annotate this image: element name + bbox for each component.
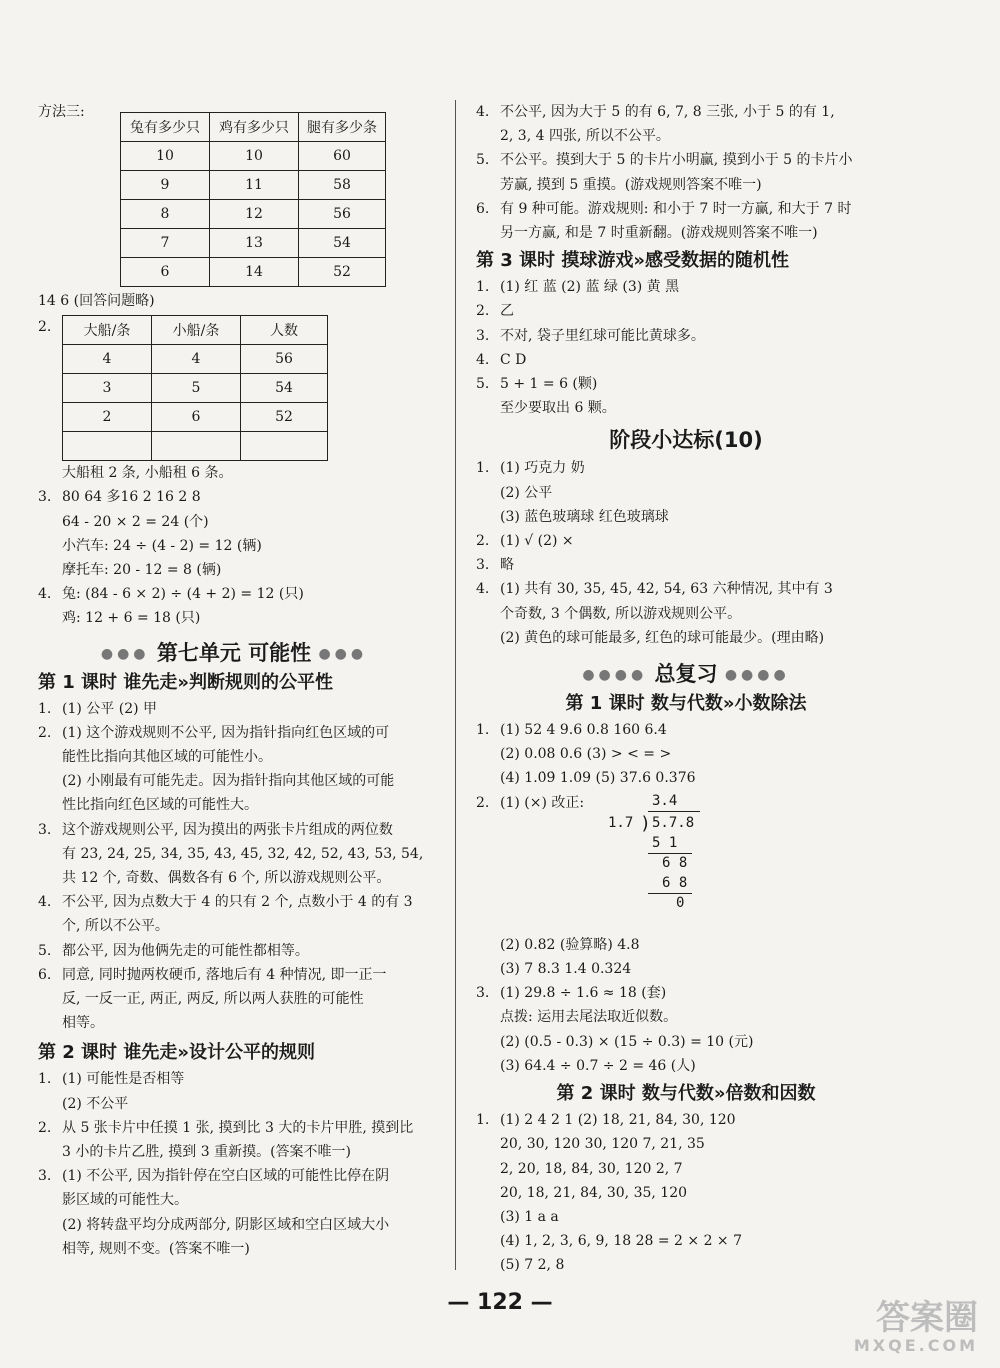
column-divider	[455, 100, 456, 1270]
answer-line	[38, 818, 430, 842]
answer-line: 摩托车: 20 - 12 = 8 (辆)	[62, 562, 222, 579]
answer-line	[476, 221, 896, 245]
answer-text: 共 12 个, 奇数、偶数各有 6 个, 所以游戏规则公平。	[62, 870, 391, 887]
answer-text: 3 小的卡片乙胜, 摸到 3 重新摸。(答案不唯一)	[62, 1144, 351, 1161]
answer-text: 20, 30, 120 30, 120 7, 21, 35	[500, 1136, 705, 1153]
answer-line	[38, 1092, 430, 1116]
answer-text: 这个游戏规则公平, 因为摸出的两张卡片组成的两位数	[62, 821, 393, 838]
answer-text: (1) 可能性是否相等	[62, 1071, 185, 1088]
answer-line	[476, 1229, 896, 1253]
watermark-logo	[778, 1300, 978, 1360]
rabbit-chicken-table	[120, 112, 386, 287]
answer-text: 从 5 张卡片中任摸 1 张, 摸到比 3 大的卡片甲胜, 摸到比	[62, 1119, 414, 1136]
table-cell: 56	[299, 200, 386, 229]
answer-text: (3) 7 8.3 1.4 0.324	[500, 961, 632, 978]
table-cell: 56	[241, 345, 328, 374]
table-cell: 4	[63, 345, 152, 374]
table-cell: 5	[152, 374, 241, 403]
answer-text: (1) 红 蓝 (2) 蓝 绿 (3) 黄 黑	[500, 279, 680, 296]
answer-line	[476, 481, 896, 505]
table-cell: 9	[121, 171, 210, 200]
question-number: 2.	[38, 1119, 52, 1136]
answer-line	[476, 100, 896, 124]
answer-text: 影区域的可能性大。	[62, 1192, 188, 1209]
answer-line	[38, 582, 430, 606]
answer-text: (2) 不公平	[62, 1095, 129, 1112]
question-number: 4.	[476, 104, 490, 120]
answer-line: 64 - 20 × 2 = 24 (个)	[62, 513, 209, 530]
answer-line: 14 6 (回答问题略)	[38, 293, 155, 309]
stage-answers	[476, 456, 896, 650]
answer-text: C D	[500, 351, 527, 368]
question-number: 3.	[476, 985, 490, 1002]
answer-line	[38, 769, 430, 793]
table-cell: 7	[121, 229, 210, 258]
lesson-3-answers	[476, 275, 896, 420]
answer-line	[38, 987, 430, 1011]
lesson-title: 第 2 课时 数与代数»倍数和因数	[556, 1083, 816, 1105]
answer-line	[476, 197, 896, 221]
answer-text: (2) (0.5 - 0.3) × (15 ÷ 0.3) = 10 (元)	[500, 1033, 754, 1050]
boat-rental-table	[62, 315, 328, 461]
answer-line	[476, 1132, 896, 1156]
table-row	[63, 432, 328, 461]
answer-line	[38, 866, 430, 890]
answer-line	[38, 963, 430, 987]
question-2-block	[38, 315, 430, 461]
answer-text: 相等。	[62, 1015, 104, 1032]
answer-text: (2) 0.08 0.6 (3) > < = >	[500, 746, 672, 763]
answer-line	[476, 275, 896, 299]
table-cell: 2	[63, 403, 152, 432]
table-cell: 60	[299, 142, 386, 171]
question-number: 6.	[476, 200, 490, 217]
answer-text: (2) 公平	[500, 484, 553, 501]
answer-text: (1) √ (2) ×	[500, 533, 574, 550]
answer-line	[38, 721, 430, 745]
lesson-title: 第 3 课时 摸球游戏»感受数据的随机性	[476, 250, 789, 272]
question-number: 3.	[476, 557, 490, 574]
answer-text: 乙	[500, 303, 514, 320]
answer-line	[476, 957, 896, 981]
table-cell: 14	[210, 258, 299, 287]
answer-text: (4) 1, 2, 3, 6, 9, 18 28 = 2 × 2 × 7	[500, 1233, 743, 1250]
answer-line	[476, 553, 896, 577]
table2-header: 小船/条	[152, 316, 241, 345]
table-cell: 52	[241, 403, 328, 432]
review-title: 总复习	[654, 662, 718, 687]
answer-line	[476, 324, 896, 348]
question-number: 6.	[38, 966, 52, 983]
answer-line	[38, 1237, 430, 1261]
review-heading	[476, 658, 896, 688]
answer-text: (5) 7 2, 8	[500, 1257, 565, 1274]
answer-text: (1) (×) 改正:	[500, 794, 585, 811]
question-number: 3.	[38, 821, 52, 838]
table-cell: 13	[210, 229, 299, 258]
answer-line	[476, 173, 896, 197]
answer-line	[476, 456, 896, 480]
answer-line	[476, 718, 896, 742]
question-number: 4.	[38, 894, 52, 911]
answer-line	[38, 485, 430, 509]
table2-header: 人数	[241, 316, 328, 345]
answer-text: 80 64 多16 2 16 2 8	[62, 489, 201, 506]
answer-text: (1) 29.8 ÷ 1.6 ≈ 18 (套)	[500, 985, 667, 1002]
answer-line	[38, 1164, 430, 1188]
answer-line	[476, 396, 896, 420]
question-number: 2.	[476, 794, 490, 811]
answer-text: 不公平, 因为大于 5 的有 6, 7, 8 三张, 小于 5 的有 1,	[500, 104, 835, 120]
question-number: 1.	[476, 460, 490, 477]
method3-block	[38, 100, 430, 287]
decor-dots: ●●●●	[582, 667, 648, 684]
answer-text: 能性比指向其他区域的可能性小。	[62, 749, 272, 766]
question-number: 2.	[38, 319, 52, 336]
answer-text: (1) 2 4 2 1 (2) 18, 21, 84, 30, 120	[500, 1112, 736, 1129]
lesson-title: 第 2 课时 谁先走»设计公平的规则	[38, 1042, 315, 1064]
review-1-answers	[476, 718, 896, 791]
answer-line	[476, 1181, 896, 1205]
answer-text: 兔: (84 - 6 × 2) ÷ (4 + 2) = 12 (只)	[62, 586, 304, 603]
table-cell: 10	[121, 142, 210, 171]
question-number: 2.	[476, 303, 490, 320]
answer-line: 小汽车: 24 ÷ (4 - 2) = 12 (辆)	[62, 537, 262, 554]
table2-header: 大船/条	[63, 316, 152, 345]
left-column	[38, 100, 430, 1261]
answer-line	[38, 1067, 430, 1091]
table-row	[63, 345, 328, 374]
answer-text: 5 + 1 = 6 (颗)	[500, 376, 598, 393]
answer-line	[476, 299, 896, 323]
answer-text: 不公平, 因为点数大于 4 的只有 2 个, 点数小于 4 的有 3	[62, 894, 413, 911]
answer-text: (1) 公平 (2) 甲	[62, 700, 158, 717]
division-line	[648, 893, 692, 894]
watermark-top: 答案圈	[876, 1298, 978, 1338]
answer-line	[38, 842, 430, 866]
table1-header: 兔有多少只	[121, 113, 210, 142]
answer-line	[476, 1157, 896, 1181]
answer-line	[38, 1188, 430, 1212]
table-cell: 52	[299, 258, 386, 287]
table-cell: 8	[121, 200, 210, 229]
answer-text: (2) 0.82 (验算略) 4.8	[500, 936, 640, 953]
answer-line	[476, 1054, 896, 1078]
division-bracket: )	[640, 812, 651, 834]
answer-text: (4) 1.0̇9̇ 1.09 (5) 37.6 0.376	[500, 770, 696, 787]
answer-text: 2, 3, 4 四张, 所以不公平。	[500, 128, 670, 145]
answer-text: 都公平, 因为他俩先走的可能性都相等。	[62, 942, 309, 959]
decor-dots: ●●●	[318, 645, 368, 662]
answer-text: 有 9 种可能。游戏规则: 和小于 7 时一方赢, 和大于 7 时	[500, 200, 852, 217]
question-number: 4.	[476, 581, 490, 598]
answer-text: (1) 不公平, 因为指针停在空白区域的可能性比停在阴	[62, 1168, 390, 1185]
answer-text: (3) 蓝色玻璃球 红色玻璃球	[500, 508, 669, 525]
answer-line	[476, 626, 896, 650]
answer-text: 至少要取出 6 颗。	[500, 400, 616, 417]
question-number: 3.	[476, 327, 490, 344]
question-number: 2.	[38, 724, 52, 741]
answer-line	[476, 742, 896, 766]
answer-line	[476, 124, 896, 148]
answer-text: 2, 20, 18, 84, 30, 120 2, 7	[500, 1160, 683, 1177]
table-cell: 6	[121, 258, 210, 287]
question-number: 1.	[476, 722, 490, 739]
answer-line	[476, 348, 896, 372]
answer-line: 大船租 2 条, 小船租 6 条。	[62, 465, 233, 482]
quotient: 3.4	[652, 792, 678, 809]
table-cell: 3	[63, 374, 152, 403]
right-column	[476, 100, 896, 1278]
question-number: 1.	[476, 1112, 490, 1129]
table-cell: 11	[210, 171, 299, 200]
answer-line	[476, 766, 896, 790]
answer-text: (3) 1 a a	[500, 1208, 559, 1225]
answer-text: 反, 一反一正, 两正, 两反, 所以两人获胜的可能性	[62, 991, 364, 1008]
answer-line	[38, 697, 430, 721]
unit-title: 第七单元 可能性	[156, 640, 312, 665]
answer-line	[476, 529, 896, 553]
answer-text: 同意, 同时抛两枚硬币, 落地后有 4 种情况, 即一正一	[62, 966, 387, 983]
review-1-more-answers	[476, 933, 896, 1078]
answer-text: (2) 黄色的球可能最多, 红色的球可能最少。(理由略)	[500, 629, 825, 646]
table-row	[63, 374, 328, 403]
division-bar	[648, 811, 700, 812]
answer-text: 性比指向红色区域的可能性大。	[62, 797, 258, 814]
answer-line	[476, 1005, 896, 1029]
answer-line	[38, 1140, 430, 1164]
answer-line	[476, 602, 896, 626]
review-2-answers	[476, 1108, 896, 1277]
question-number: 1.	[38, 1071, 52, 1088]
subtrahend: 6 8	[662, 874, 688, 891]
question-number: 1.	[476, 279, 490, 296]
table-cell	[63, 432, 152, 461]
answer-text: 不公平。摸到大于 5 的卡片小明赢, 摸到小于 5 的卡片小	[500, 152, 853, 169]
watermark-bottom: MXQE.COM	[853, 1336, 978, 1355]
answer-line	[476, 933, 896, 957]
answer-line	[476, 577, 896, 601]
answer-text: 个奇数, 3 个偶数, 所以游戏规则公平。	[500, 605, 742, 622]
answer-line	[476, 981, 896, 1005]
answer-line	[476, 1030, 896, 1054]
answer-text: (1) 52 4 9.6 0.8 160 6.4	[500, 722, 667, 739]
answer-text: 略	[500, 557, 514, 574]
lesson-title: 第 1 课时 谁先走»判断规则的公平性	[38, 671, 333, 693]
stage-title: 阶段小达标(10)	[609, 428, 763, 453]
answer-line	[38, 1213, 430, 1237]
answer-line	[476, 1253, 896, 1277]
answer-text: (2) 将转盘平均分成两部分, 阴影区域和空白区域大小	[62, 1216, 390, 1233]
answer-text: 芳赢, 摸到 5 重摸。(游戏规则答案不唯一)	[500, 176, 762, 193]
answer-text: 有 23, 24, 25, 34, 35, 43, 45, 32, 42, 52, 43, 53, 54,	[62, 845, 424, 862]
decor-dots: ●●●	[100, 645, 150, 662]
table-row	[121, 142, 386, 171]
answer-text: 相等, 规则不变。(答案不唯一)	[62, 1240, 250, 1257]
lesson-2-answers	[38, 1067, 430, 1261]
question-number: 5.	[38, 942, 52, 959]
table-cell	[241, 432, 328, 461]
answer-line	[476, 1108, 896, 1132]
unit-heading	[38, 637, 430, 667]
table-cell: 10	[210, 142, 299, 171]
answer-line	[38, 914, 430, 938]
answer-text: 个, 所以不公平。	[62, 918, 169, 935]
answer-text: (1) 巧克力 奶	[500, 460, 585, 477]
answer-text: 点拨: 运用去尾法取近似数。	[500, 1009, 678, 1026]
answer-line	[38, 793, 430, 817]
answer-text: (1) 共有 30, 35, 45, 42, 54, 63 六种情况, 其中有 3	[500, 581, 833, 598]
method3-label: 方法三:	[38, 104, 85, 120]
table-row	[121, 229, 386, 258]
answer-text: 不对, 袋子里红球可能比黄球多。	[500, 327, 705, 344]
table-cell: 4	[152, 345, 241, 374]
question-number: 4.	[476, 351, 490, 368]
answer-line	[476, 505, 896, 529]
question-number: 4.	[38, 586, 52, 603]
question-number: 3.	[38, 1168, 52, 1185]
table-row	[121, 200, 386, 229]
table-cell: 6	[152, 403, 241, 432]
answer-text: (1) 这个游戏规则不公平, 因为指针指向红色区域的可	[62, 724, 390, 741]
continued-answers	[476, 100, 896, 245]
division-line	[648, 853, 692, 854]
question-number: 1.	[38, 700, 52, 717]
question-number: 3.	[38, 489, 52, 506]
answer-text: (3) 64.4 ÷ 0.7 ÷ 2 = 46 (人)	[500, 1057, 696, 1074]
table1-header: 鸡有多少只	[210, 113, 299, 142]
table-row	[63, 403, 328, 432]
remainder: 6 8	[662, 854, 688, 871]
question-number: 2.	[476, 533, 490, 550]
answer-text: 另一方赢, 和是 7 时重新翻。(游戏规则答案不唯一)	[500, 225, 818, 242]
table-row	[121, 258, 386, 287]
answer-line	[38, 890, 430, 914]
table1-header: 腿有多少条	[299, 113, 386, 142]
lesson-title: 第 1 课时 数与代数»小数除法	[565, 693, 807, 715]
table-cell: 58	[299, 171, 386, 200]
answer-text: 20, 18, 21, 84, 30, 35, 120	[500, 1184, 688, 1201]
question-number: 5.	[476, 152, 490, 169]
answer-line	[38, 745, 430, 769]
answer-line	[476, 1205, 896, 1229]
answer-line	[38, 1116, 430, 1140]
table-row	[121, 171, 386, 200]
table-cell	[152, 432, 241, 461]
answer-line	[476, 372, 896, 396]
table-cell: 54	[299, 229, 386, 258]
table-cell: 12	[210, 200, 299, 229]
lesson-1-answers	[38, 697, 430, 1036]
answer-line	[38, 939, 430, 963]
answer-line: 鸡: 12 + 6 = 18 (只)	[62, 610, 201, 627]
page-number: — 122 —	[447, 1290, 553, 1315]
answer-text: (2) 小刚最有可能先走。因为指针指向其他区域的可能	[62, 773, 395, 790]
answer-line	[38, 1011, 430, 1035]
subtrahend: 5 1	[652, 834, 678, 851]
answer-line	[476, 148, 896, 172]
decor-dots: ●●●●	[724, 667, 790, 684]
divisor: 1.7	[608, 814, 634, 831]
question-number: 5.	[476, 376, 490, 393]
remainder: 0	[676, 894, 685, 911]
dividend: 5.7.8	[652, 814, 695, 831]
table-cell: 54	[241, 374, 328, 403]
